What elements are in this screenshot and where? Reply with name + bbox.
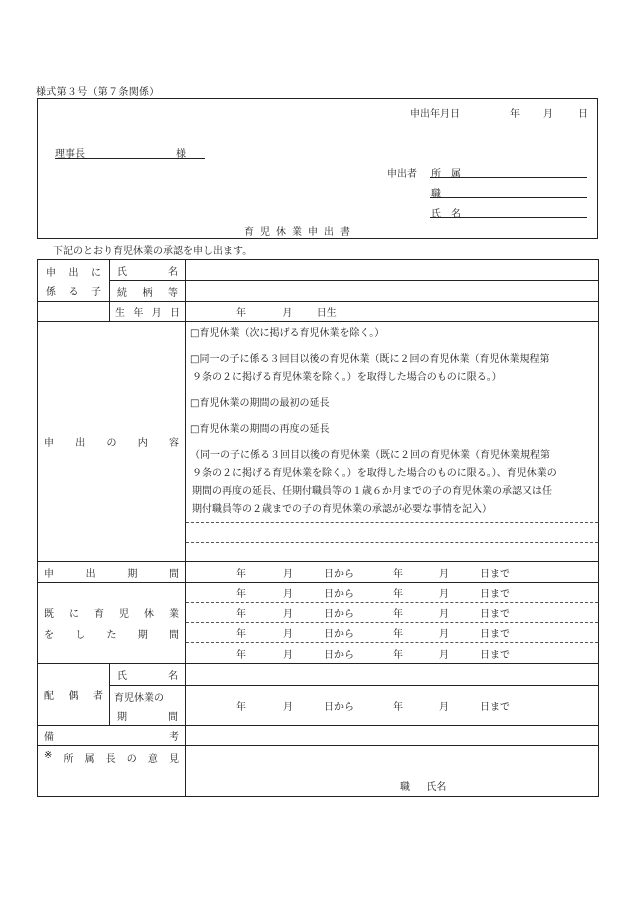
- previous-period-2[interactable]: 年 月 日から 年 月 日まで: [186, 603, 599, 623]
- application-table: [37, 259, 599, 797]
- previous-leave-label: 既 に 育 児 休 業 を し た 期 間: [38, 583, 186, 664]
- note-line-3: 期間の再度の延長、任期付職員等の１歳６か月までの子の育児休業の承認又は任: [192, 486, 552, 497]
- previous-period-3[interactable]: 年 月 日から 年 月 日まで: [186, 623, 599, 643]
- period-field[interactable]: 年 月 日から 年 月 日まで: [186, 562, 599, 583]
- reason-entry-line-1[interactable]: [186, 522, 598, 542]
- addressee-suffix: 様: [176, 149, 186, 160]
- applicant-label: 申出者: [387, 169, 417, 180]
- note-line-2: ９条の２に掲げる育児休業を除く。）を取得した場合のものに限る。）、育児休業の: [192, 468, 557, 479]
- content-label: 申 出 の 内 容: [38, 322, 186, 562]
- application-date-day[interactable]: 日: [578, 109, 588, 120]
- child-group-label: 申 出 に 係 る 子: [38, 260, 110, 302]
- previous-period-4[interactable]: 年 月 日から 年 月 日まで: [186, 643, 599, 664]
- document-title: 育児休業申出書: [244, 227, 356, 238]
- option-second-extension[interactable]: □育児休業の期間の再度の延長: [190, 424, 330, 435]
- application-date-month[interactable]: 月: [543, 109, 553, 120]
- child-birth-label: 生 年 月 日: [110, 302, 186, 322]
- birth-year-unit: 年: [236, 308, 246, 319]
- reason-entry-line-2[interactable]: [186, 542, 598, 561]
- position-field[interactable]: [430, 197, 587, 198]
- addressee-label: 理事長: [55, 149, 85, 160]
- form-number-label: 様式第３号（第７条関係）: [36, 87, 160, 98]
- remarks-label: 備 考: [38, 726, 186, 746]
- note-line-4: 期付職員等の２歳までの子の育児休業の承認が必要な事情を記入）: [192, 504, 492, 515]
- child-name-label: 氏 名: [110, 260, 186, 281]
- option-third-leave-line2: ９条の２に掲げる育児休業を除く。）を取得した場合のものに限る。）: [192, 372, 502, 383]
- spouse-leave-period-field[interactable]: 年 月 日から 年 月 日まで: [186, 686, 599, 726]
- note-line-1: （同一の子に係る３回目以後の育児休業（既に２回の育児休業（育児休業規程第: [190, 450, 550, 461]
- application-date-year[interactable]: 年: [510, 109, 520, 120]
- content-options-cell: [186, 322, 599, 562]
- application-date-label: 申出年月日: [410, 109, 460, 120]
- child-relation-label: 続 柄 等: [110, 281, 186, 302]
- period-label: 申 出 期 間: [38, 562, 186, 583]
- spouse-name-field[interactable]: [186, 664, 599, 686]
- intro-text: 下記のとおり育児休業の承認を申し出ます。: [53, 246, 253, 257]
- previous-period-1[interactable]: 年 月 日から 年 月 日まで: [186, 583, 599, 603]
- birth-month-unit: 月: [282, 308, 293, 319]
- option-standard-leave[interactable]: □育児休業（次に掲げる育児休業を除く。）: [190, 328, 385, 339]
- child-birth-field[interactable]: [186, 302, 599, 322]
- applicant-name-field[interactable]: [430, 217, 587, 218]
- supervisor-position-label: 職: [400, 782, 410, 793]
- spouse-leave-label: 育児休業の 期 間: [110, 686, 186, 726]
- birth-day-unit: 日生: [316, 308, 337, 319]
- spouse-group-label: 配 偶 者: [38, 664, 110, 726]
- header-box: [37, 98, 598, 239]
- option-third-leave-line1[interactable]: □同一の子に係る３回目以後の育児休業（既に２回の育児休業（育児休業規程第: [190, 354, 550, 365]
- affiliation-label: 所 属: [431, 169, 461, 180]
- remarks-field[interactable]: [186, 726, 599, 746]
- supervisor-opinion-field[interactable]: [186, 746, 599, 797]
- child-relation-field[interactable]: [186, 281, 599, 302]
- affiliation-field[interactable]: [430, 177, 587, 178]
- position-label: 職: [431, 189, 441, 200]
- option-first-extension[interactable]: □育児休業の期間の最初の延長: [190, 398, 330, 409]
- name-label: 氏 名: [431, 209, 461, 220]
- spouse-name-label: 氏 名: [110, 664, 186, 686]
- child-name-field[interactable]: [186, 260, 599, 281]
- supervisor-name-label: 氏名: [426, 782, 447, 793]
- supervisor-opinion-label: ※ 所 属 長 の 意 見: [38, 746, 186, 797]
- child-group-spacer: [38, 302, 110, 322]
